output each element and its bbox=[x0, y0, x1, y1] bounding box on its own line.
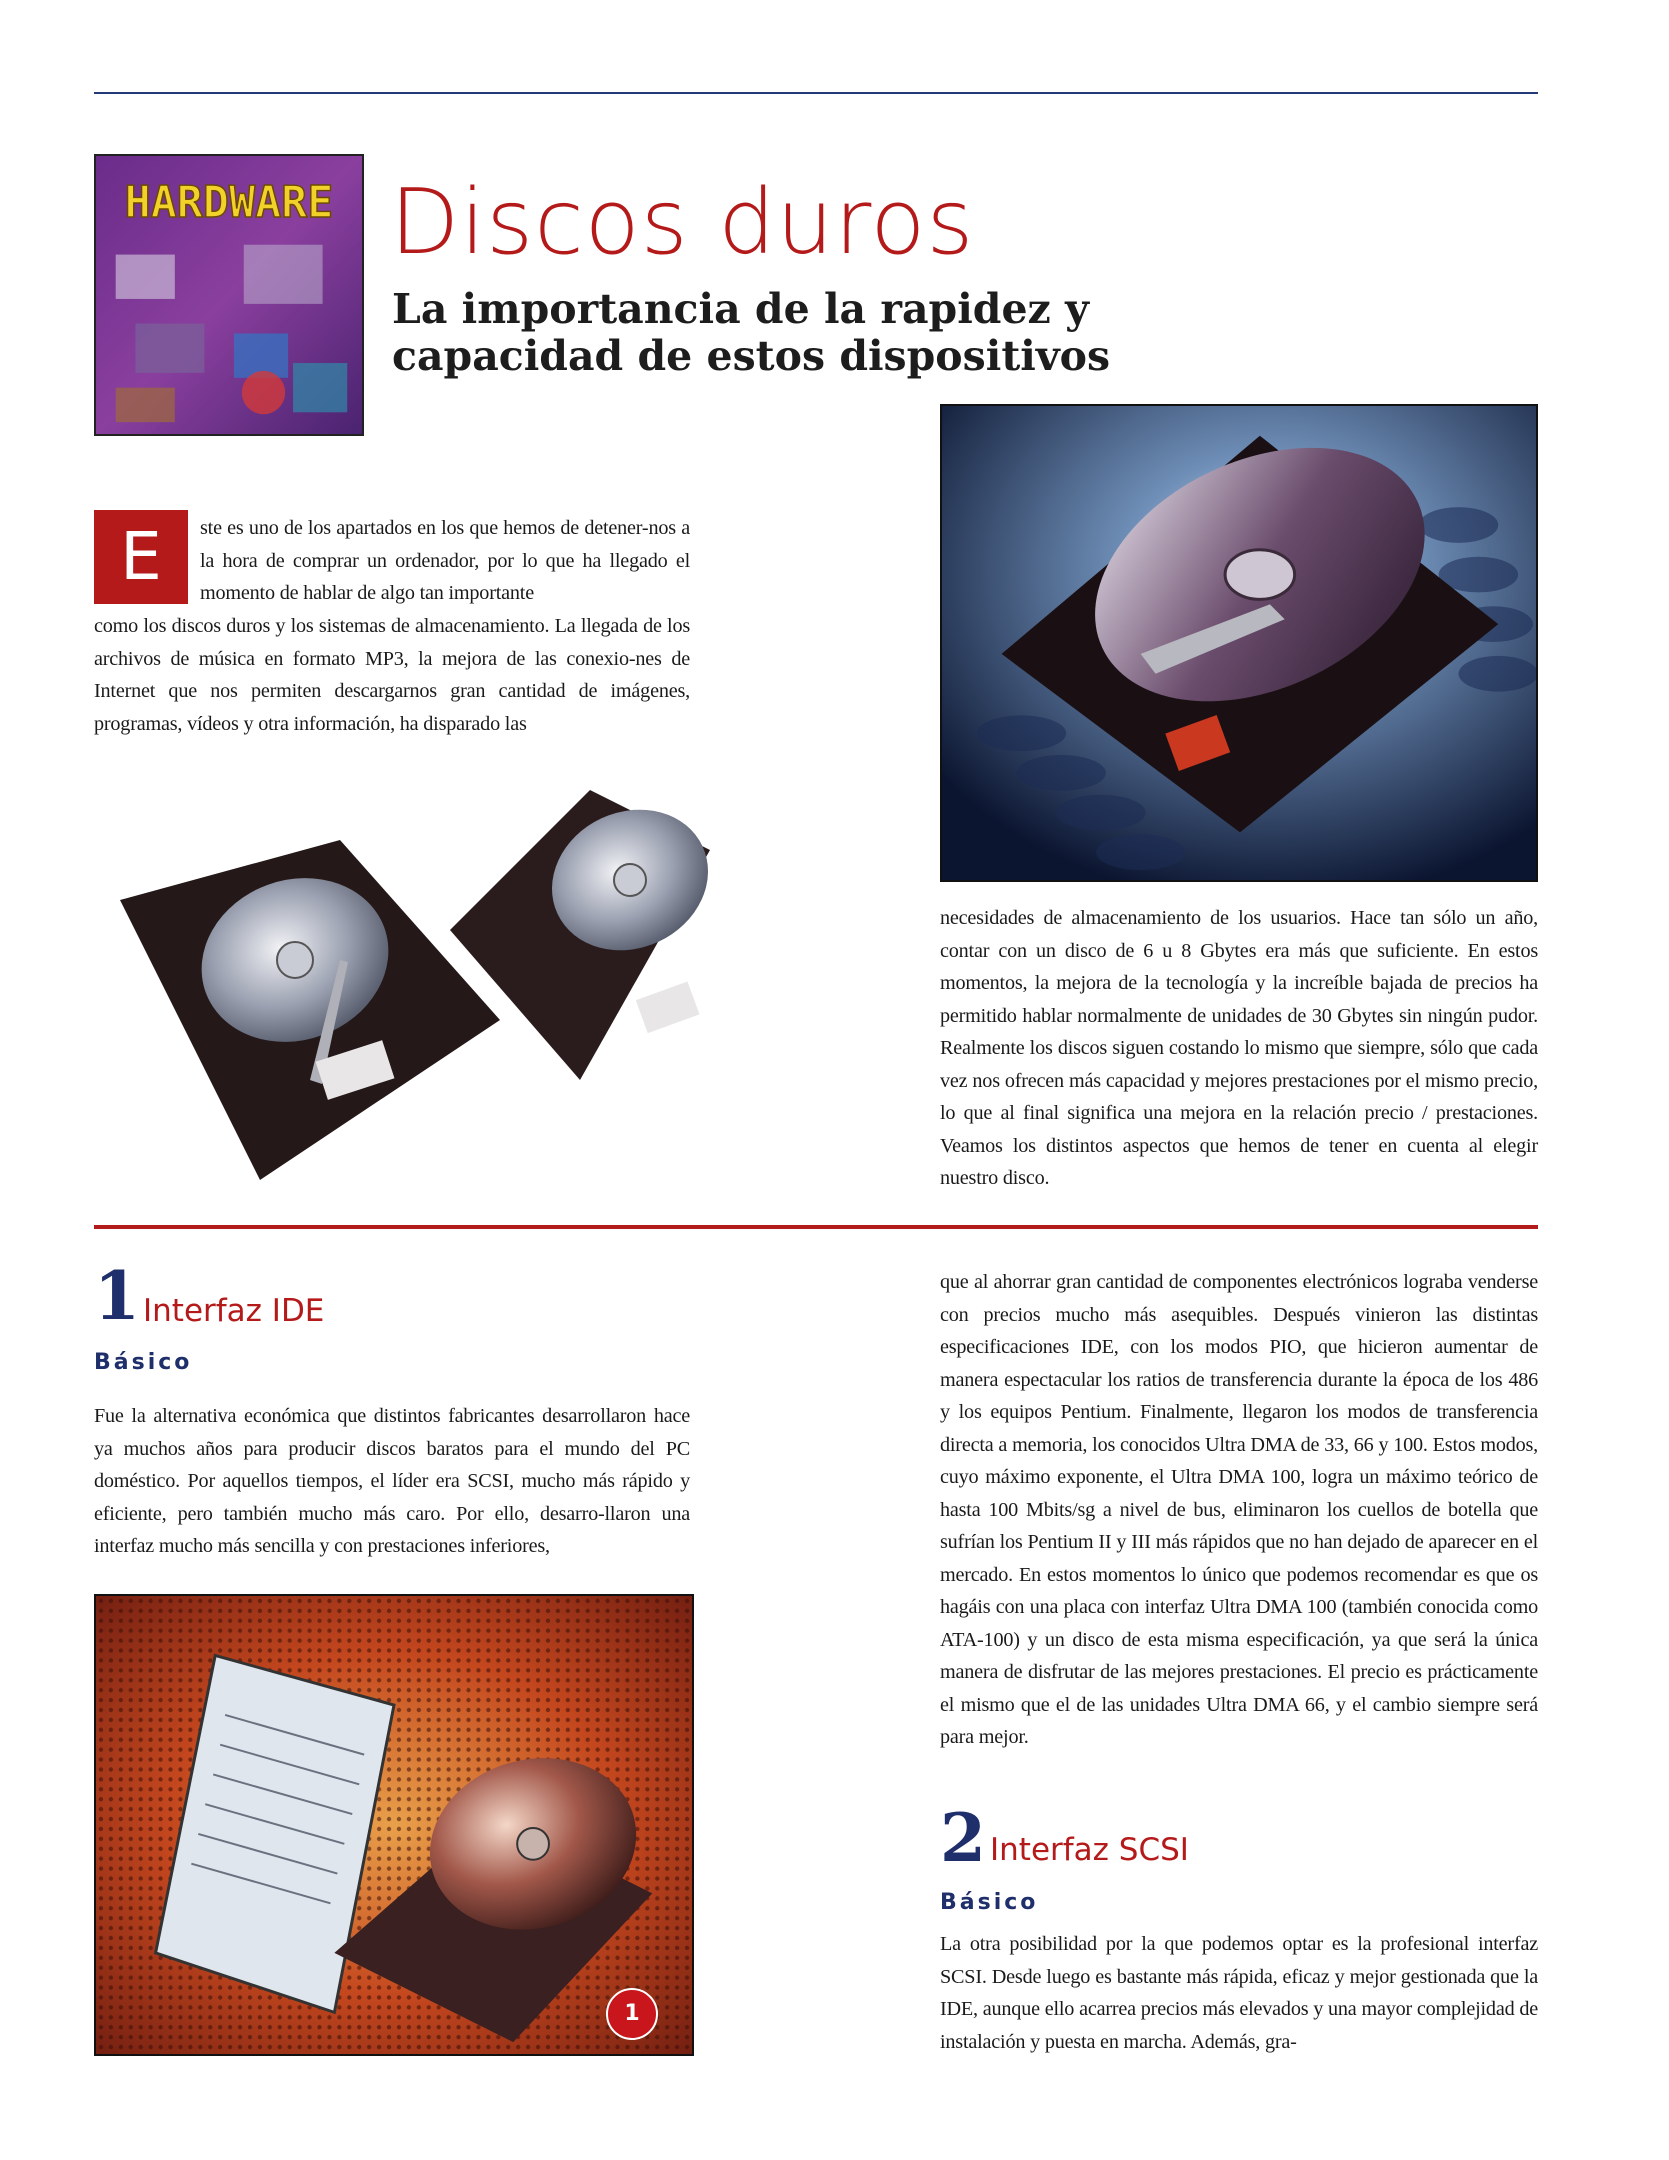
intro-right-column-text: necesidades de almacenamiento de los usuarios. Hace tan sólo un año, contar con un disco de 6 u 8 Gbytes era más que suficiente. En estos momentos, la mejora de la tecnología y la increíble bajada de precios ha permitido hablar normalmente de unidades de 30 Gbytes sin ningún pudor. Realmente los discos siguen costando lo mismo que siempre, sólo que cada vez nos ofrecen más capacidad y mejores prestaciones por el mismo precio, lo que al final significa una mejora en la relación precio / prestaciones. Veamos los distintos aspectos que hemos de tener en cuenta al elegir nuestro disco. bbox=[940, 907, 1538, 1189]
logo-text: HARDWARE bbox=[124, 178, 334, 229]
hardware-section-logo bbox=[94, 154, 364, 436]
section-2-level: Básico bbox=[940, 1890, 1039, 1915]
drop-cap: E bbox=[94, 510, 188, 604]
section-2-number: 2 bbox=[940, 1799, 986, 1877]
section-1-level: Básico bbox=[94, 1350, 193, 1375]
intro-lead-text: ste es uno de los apartados en los que hemos de detener-nos a la hora de comprar un ordenador, por lo que ha llegado el momento de hablar de algo tan importante bbox=[200, 517, 690, 604]
intro-continued-text: como los discos duros y los sistemas de almacenamiento. La llegada de los archivos de música en formato MP3, la mejora de las conexio-nes de Internet que nos permiten descargarnos gran cantidad de imágenes, programas, vídeos y otra información, ha disparado las bbox=[94, 615, 690, 735]
page-subtitle: La importancia de la rapidez y capacidad de estos dispositivos bbox=[392, 285, 1111, 380]
top-rule bbox=[94, 92, 1538, 94]
image-number-badge: 1 bbox=[606, 1988, 658, 2040]
section-1-text-right: que al ahorrar gran cantidad de componentes electrónicos lograba venderse con precios mucho más asequibles. Después vinieron las distintas especificaciones IDE, con los modos PIO, que hicieron aumentar de manera espectacular los ratios de transferencia durante la época de los 486 y los equipos Pentium. Finalmente, llegaron los modos de transferencia directa a memoria, los conocidos Ultra DMA de 33, 66 y 100. Estos modos, cuyo máximo exponente, el Ultra DMA 100, logra un máximo teórico de hasta 100 Mbits/sg a nivel de bus, eliminaron los cuellos de botella que sufrían los Pentium II y III más rápidos que no han dejado de aparecer en el mercado. En estos momentos lo único que podemos recomendar es que os hagáis con una placa con interfaz Ultra DMA 100 (también conocida como ATA-100) y un disco de esta misma especificación, ya que será la única manera de disfrutar de las mejores prestaciones. El precio es prácticamente el mismo que el de las unidades Ultra DMA 66, y el cambio siempre será para mejor. bbox=[940, 1271, 1538, 1748]
section-1-title: Interfaz IDE bbox=[143, 1293, 325, 1329]
section-divider bbox=[94, 1225, 1538, 1229]
page-title: Discos duros bbox=[390, 170, 975, 275]
hard-disk-photo-blue bbox=[940, 404, 1538, 882]
section-1-number: 1 bbox=[94, 1257, 140, 1335]
ide-disk-photo bbox=[94, 1594, 694, 2056]
section-2-title: Interfaz SCSI bbox=[990, 1832, 1189, 1868]
two-hard-disks-photo bbox=[110, 780, 820, 1200]
section-2-text: La otra posibilidad por la que podemos optar es la profesional interfaz SCSI. Desde luego es bastante más rápida, eficaz y mejor gestionada que la IDE, aunque ello acarrea precios más elevados y una mayor complejidad de instalación y puesta en marcha. Además, gra- bbox=[940, 1933, 1538, 2053]
section-1-text-left: Fue la alternativa económica que distintos fabricantes desarrollaron hace ya muchos años para producir discos baratos para el mundo del PC doméstico. Por aquellos tiempos, el líder era SCSI, mucho más rápido y eficiente, pero también mucho más caro. Por ello, desarro-llaron una interfaz mucho más sencilla y con prestaciones inferiores, bbox=[94, 1405, 690, 1557]
